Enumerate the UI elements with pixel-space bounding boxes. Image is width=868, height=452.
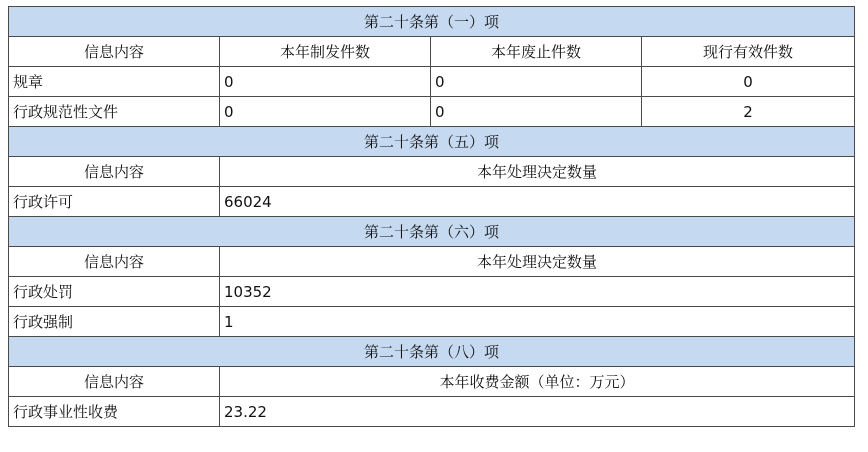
row-label: 行政强制 <box>9 307 220 337</box>
cell-value: 1 <box>220 307 855 337</box>
column-header-row <box>9 367 855 397</box>
column-header: 信息内容 <box>9 37 220 67</box>
column-header: 本年处理决定数量 <box>220 247 855 277</box>
table-row <box>9 277 855 307</box>
column-header: 信息内容 <box>9 157 220 187</box>
cell-value: 0 <box>220 67 431 97</box>
column-header: 本年制发件数 <box>220 37 431 67</box>
section-title: 第二十条第（一）项 <box>9 7 855 37</box>
cell-value: 0 <box>431 97 642 127</box>
cell-value: 2 <box>642 97 855 127</box>
cell-value: 66024 <box>220 187 855 217</box>
cell-value: 0 <box>220 97 431 127</box>
row-label: 行政规范性文件 <box>9 97 220 127</box>
column-header: 现行有效件数 <box>642 37 855 67</box>
disclosure-table <box>8 6 855 427</box>
row-label: 规章 <box>9 67 220 97</box>
table-row <box>9 307 855 337</box>
cell-value: 0 <box>642 67 855 97</box>
column-header: 本年收费金额（单位：万元） <box>220 367 855 397</box>
column-header: 信息内容 <box>9 247 220 277</box>
cell-value: 23.22 <box>220 397 855 427</box>
section-header-row <box>9 217 855 247</box>
column-header: 信息内容 <box>9 367 220 397</box>
row-label: 行政事业性收费 <box>9 397 220 427</box>
column-header-row <box>9 157 855 187</box>
table-row <box>9 397 855 427</box>
cell-value: 10352 <box>220 277 855 307</box>
table-row <box>9 97 855 127</box>
column-header: 本年废止件数 <box>431 37 642 67</box>
column-header: 本年处理决定数量 <box>220 157 855 187</box>
table-row <box>9 187 855 217</box>
row-label: 行政许可 <box>9 187 220 217</box>
table-row <box>9 67 855 97</box>
section-title: 第二十条第（五）项 <box>9 127 855 157</box>
row-label: 行政处罚 <box>9 277 220 307</box>
section-header-row <box>9 7 855 37</box>
section-title: 第二十条第（八）项 <box>9 337 855 367</box>
section-header-row <box>9 337 855 367</box>
column-header-row <box>9 247 855 277</box>
column-header-row <box>9 37 855 67</box>
section-header-row <box>9 127 855 157</box>
cell-value: 0 <box>431 67 642 97</box>
section-title: 第二十条第（六）项 <box>9 217 855 247</box>
